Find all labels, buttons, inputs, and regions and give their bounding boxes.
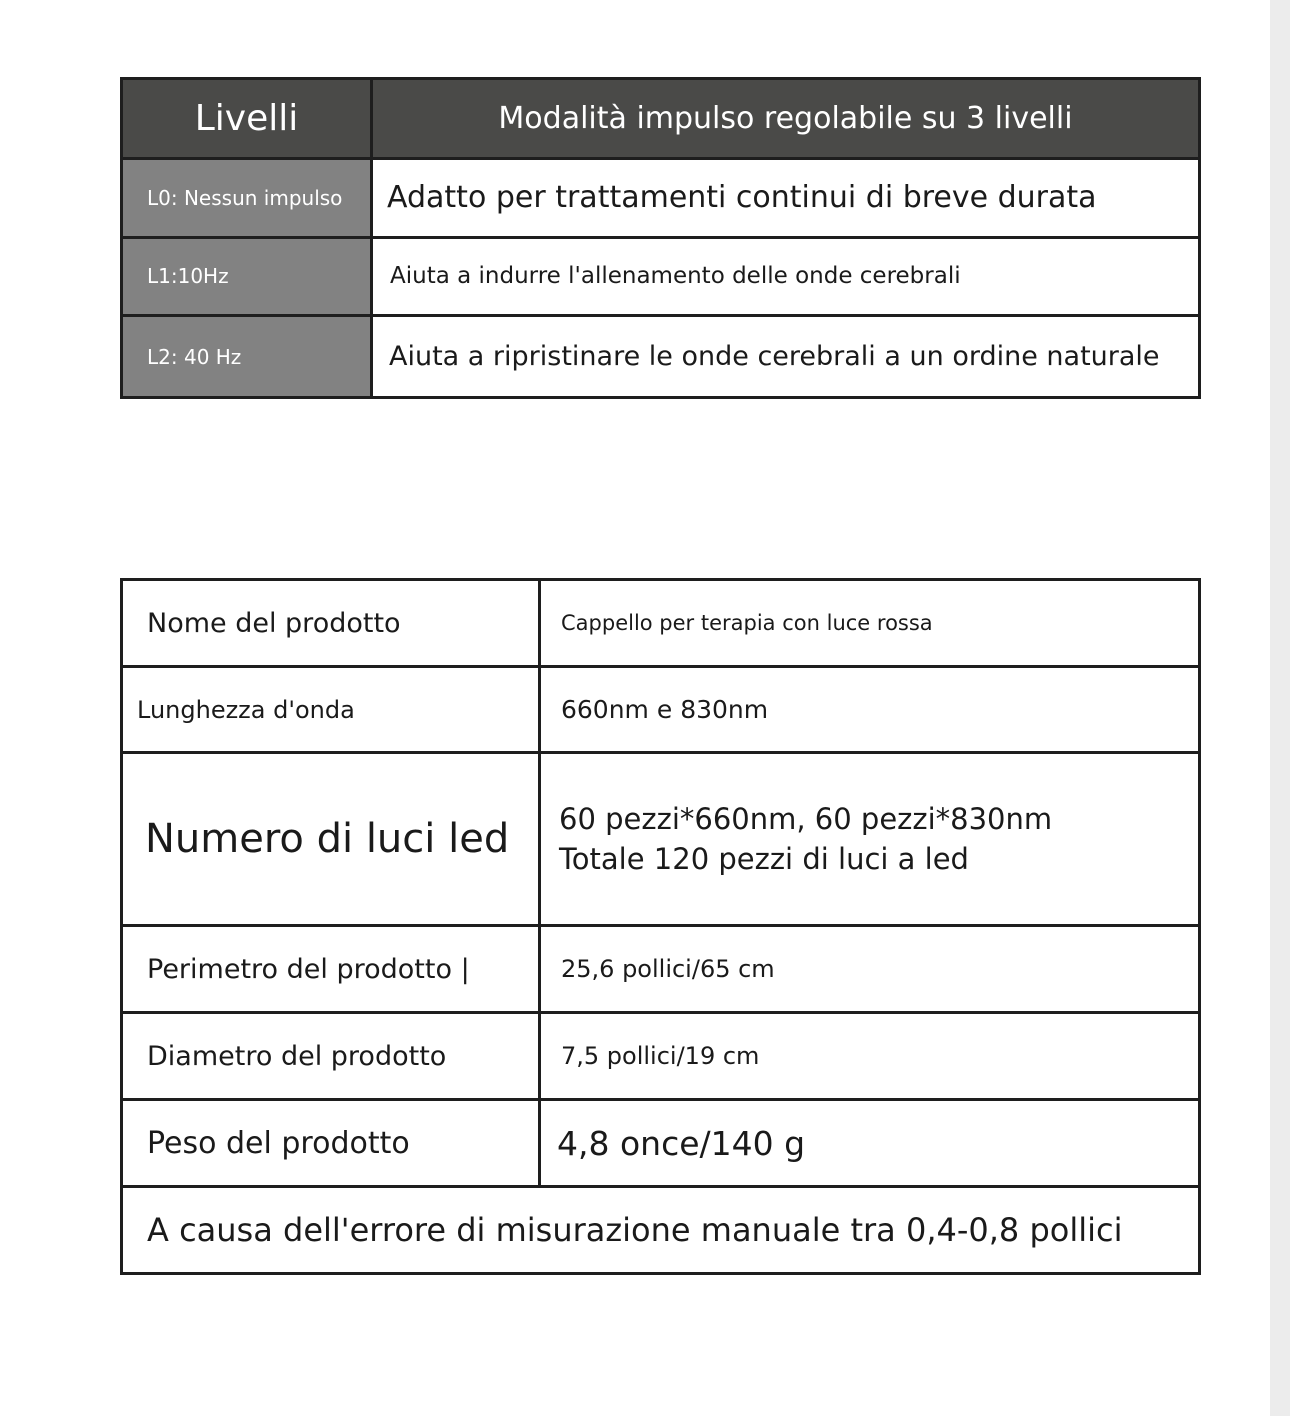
level-l2-label: L2: 40 Hz	[123, 317, 373, 396]
spec-key-diameter: Diametro del prodotto	[123, 1014, 541, 1101]
levels-header-title: Modalità impulso regolabile su 3 livelli	[373, 80, 1198, 160]
product-specs-table	[120, 578, 1201, 1275]
spec-value-wavelength: 660nm e 830nm	[541, 668, 1198, 754]
spec-key-led-count: Numero di luci led	[123, 754, 541, 927]
spec-key-perimeter: Perimetro del prodotto |	[123, 927, 541, 1014]
spec-value-weight: 4,8 once/140 g	[541, 1101, 1198, 1188]
spec-value-product-name: Cappello per terapia con luce rossa	[541, 581, 1198, 668]
pulse-levels-table	[120, 77, 1201, 399]
led-count-line-1: 60 pezzi*660nm, 60 pezzi*830nm	[559, 802, 1053, 836]
spec-value-diameter: 7,5 pollici/19 cm	[541, 1014, 1198, 1101]
spec-value-perimeter: 25,6 pollici/65 cm	[541, 927, 1198, 1014]
spec-key-wavelength: Lunghezza d'onda	[123, 668, 541, 754]
led-count-line-2: Totale 120 pezzi di luci a led	[559, 842, 969, 876]
spec-key-weight: Peso del prodotto	[123, 1101, 541, 1188]
level-l2-description: Aiuta a ripristinare le onde cerebrali a un ordine naturale	[373, 317, 1198, 396]
levels-header-label: Livelli	[123, 80, 373, 160]
level-l0-label: L0: Nessun impulso	[123, 160, 373, 239]
level-l1-description: Aiuta a indurre l'allenamento delle onde cerebrali	[373, 239, 1198, 318]
measurement-note: A causa dell'errore di misurazione manuale tra 0,4-0,8 pollici	[147, 1211, 1123, 1249]
spec-key-product-name: Nome del prodotto	[123, 581, 541, 668]
level-l1-label: L1:10Hz	[123, 239, 373, 318]
page-edge-strip	[1270, 0, 1290, 1416]
spec-value-led-count	[541, 754, 1198, 927]
level-l0-description: Adatto per trattamenti continui di breve durata	[373, 160, 1198, 239]
